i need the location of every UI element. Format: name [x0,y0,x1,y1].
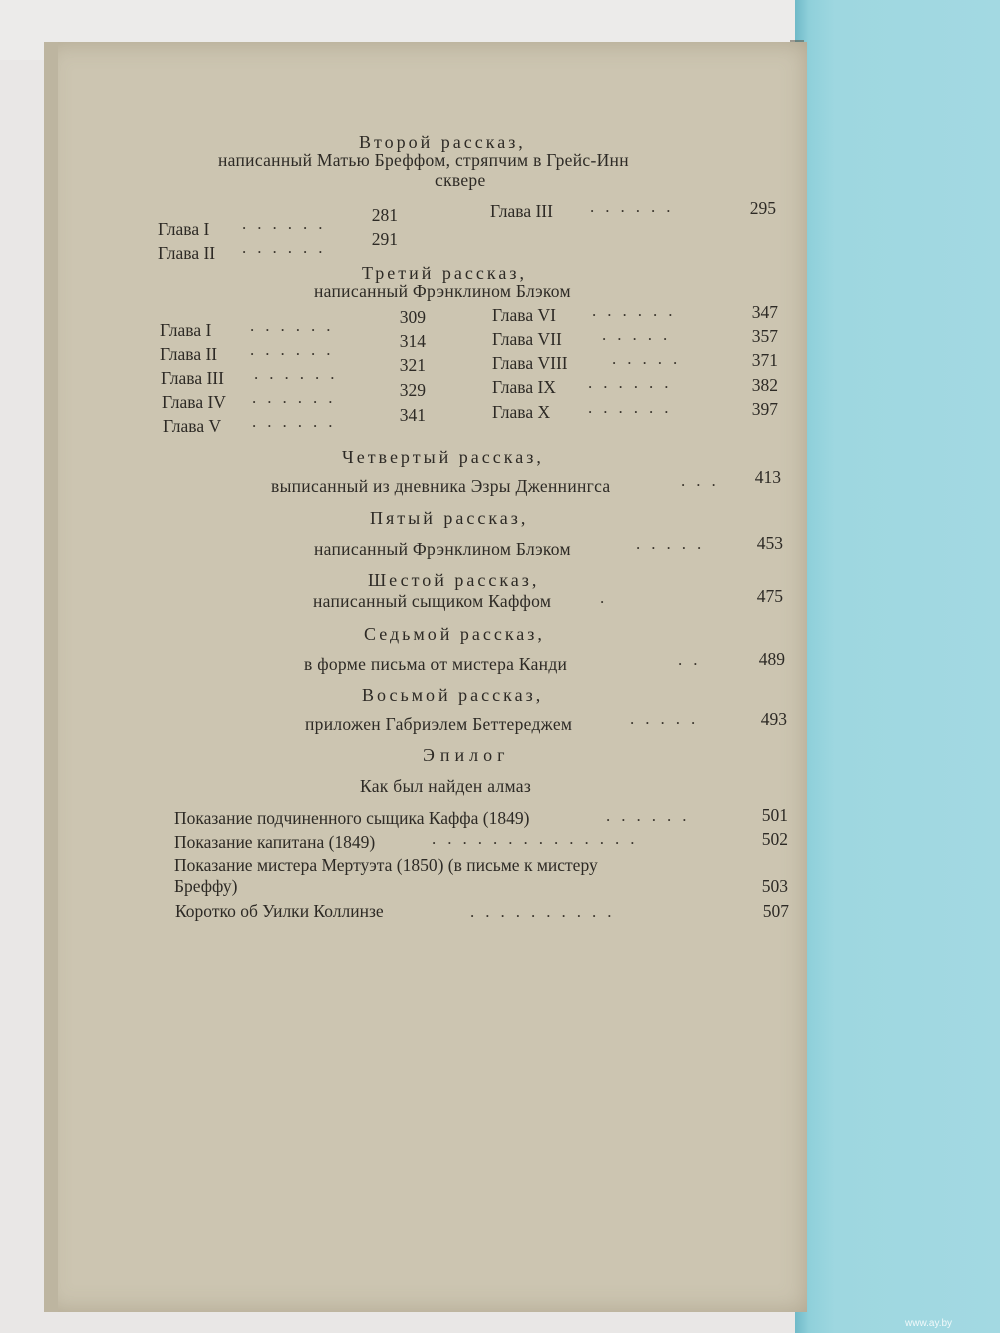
toc-entry-page: 503 [761,876,788,896]
section-heading-epilogue: Эпилог [423,745,510,765]
page-gutter [44,42,58,1312]
toc-entry-label: Глава V [163,416,222,436]
toc-entry-label: Глава I [160,320,212,340]
dot-leader: ...... [606,806,698,825]
dot-leader: ...... [588,373,680,392]
toc-entry-label: Показание подчиненного сыщика Каффа (1849) [174,808,530,828]
section-heading-fifth: Пятый рассказ, [370,508,529,528]
toc-entry-label-cont: Бреффу) [174,876,238,896]
toc-entry-page: 507 [762,901,789,921]
section-subtitle-epilogue: Как был найден алмаз [360,776,532,796]
dot-leader: ...... [242,238,334,257]
section-heading-seventh: Седьмой рассказ, [364,624,545,644]
toc-entry-page: 357 [751,326,778,346]
dot-leader: ...... [252,388,344,407]
section-subtitle-second: написанный Матью Бреффом, стряпчим в Грейс-Инн [218,150,629,170]
toc-entry-page: 281 [371,205,398,225]
toc-entry-page: 382 [751,375,778,395]
section-subtitle-third: написанный Фрэнклином Блэком [314,281,571,301]
section-subtitle-seventh: в форме письма от мистера Канди [304,654,568,674]
toc-entry-label: Показание мистера Мертуэта (1850) (в письме к мистеру [174,855,598,875]
section-heading-second: Второй рассказ, [359,132,526,152]
toc-entry-page: 501 [761,805,788,825]
dot-leader: ...... [254,364,346,383]
toc-entry-label: Глава III [161,368,224,388]
toc-entry-page: 489 [758,649,785,669]
toc-entry-label: Глава II [160,344,218,364]
toc-entry-page: 371 [751,350,778,370]
dot-leader: ..... [602,325,679,344]
dot-leader: ..... [630,709,707,728]
toc-entry-label: Глава I [158,219,210,239]
dot-leader: ..... [636,534,713,553]
dot-leader: ...... [242,214,334,233]
section-heading-eighth: Восьмой рассказ, [362,685,544,705]
watermark: www.ay.by [905,1318,953,1329]
toc-entry-page: 502 [761,829,788,849]
toc-entry-page: 314 [399,331,426,351]
dot-leader: ...... [250,316,342,335]
toc-entry-page: 309 [399,307,426,327]
dot-leader: ..... [612,349,689,368]
toc-entry-label: Глава II [158,243,216,263]
toc-entry-page: 321 [399,355,426,375]
section-subtitle-eighth: приложен Габриэлем Беттереджем [305,714,573,734]
section-heading-third: Третий рассказ, [362,263,527,283]
toc-entry-label: Показание капитана (1849) [174,832,376,852]
toc-entry-page: 329 [399,380,426,400]
dot-leader: ... [681,471,727,490]
section-heading-sixth: Шестой рассказ, [368,570,540,590]
toc-entry-page: 397 [751,399,778,419]
dot-leader: .............. [432,829,646,848]
section-heading-fourth: Четвертый рассказ, [342,447,544,467]
toc-entry-page: 341 [399,405,426,425]
section-subtitle-sixth: написанный сыщиком Каффом [313,591,552,611]
toc-entry-label: Коротко об Уилки Коллинзе [175,901,384,921]
dot-leader: ...... [588,398,680,417]
toc-entry-page: 291 [371,229,398,249]
book-cover-edge [795,0,1000,1333]
dot-leader: . [600,588,616,607]
toc-entry-page: 295 [749,198,776,218]
dot-leader: ...... [252,412,344,431]
toc-entry-label: Глава VIII [492,353,568,373]
toc-entry-page: 413 [754,467,781,487]
toc-entry-page: 475 [756,586,783,606]
section-subtitle-second-cont: сквере [435,170,486,190]
toc-entry-page: 453 [756,533,783,553]
dot-leader: ...... [592,301,684,320]
toc-entry-label: Глава X [492,402,551,422]
dot-leader: ...... [250,340,342,359]
toc-entry-label: Глава III [490,201,553,221]
section-subtitle-fifth: написанный Фрэнклином Блэком [314,539,571,559]
section-subtitle-fourth: выписанный из дневника Эзры Дженнингса [271,476,611,496]
toc-entry-label: Глава VII [492,329,562,349]
toc-entry-page: 347 [751,302,778,322]
toc-entry-label: Глава VI [492,305,556,325]
dot-leader: .......... [470,902,623,921]
toc-entry-label: Глава IX [492,377,556,397]
dot-leader: .. [678,650,709,669]
dot-leader: ...... [590,197,682,216]
toc-entry-page: 493 [760,709,787,729]
toc-entry-label: Глава IV [162,392,226,412]
